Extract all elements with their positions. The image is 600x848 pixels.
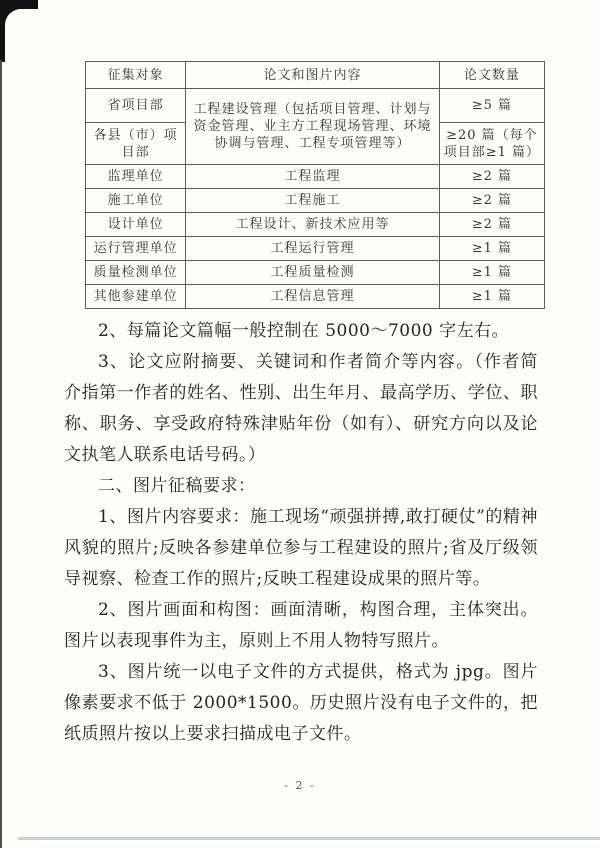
table-cell-quantity: ≥20 篇（每个项目部≥1 篇） (439, 123, 544, 165)
header-paper-quantity: 论文数量 (439, 62, 544, 89)
table-row (86, 189, 545, 213)
paragraph-photo-composition: 2、图片画面和构图：画面清晰，构图合理，主体突出。图片以表现事件为主，原则上不用人物特写照片。 (64, 600, 538, 651)
table-cell-content: 工程运行管理 (186, 237, 440, 261)
scan-artifact-corner-inner (5, 9, 45, 69)
table-row (86, 285, 545, 309)
table-cell-target: 其他参建单位 (86, 285, 186, 309)
table-row (86, 237, 545, 261)
table-header-row (86, 62, 545, 89)
paragraph-paper-abstract: 3、论文应附摘要、关键词和作者简介等内容。（作者简介指第一作者的姓名、性别、出生年月、最高学历、学位、职称、职务、享受政府特殊津贴年份（如有）、研究方向以及论文执笔人联系电话号码。） (64, 352, 538, 465)
table-row (86, 165, 545, 189)
table-cell-target: 质量检测单位 (86, 261, 186, 285)
table-cell-quantity: ≥2 篇 (439, 165, 544, 189)
table-row (86, 89, 545, 123)
document-body-text (64, 316, 538, 750)
table-cell-target: 设计单位 (86, 213, 186, 237)
table-cell-target: 施工单位 (86, 189, 186, 213)
table-cell-target: 运行管理单位 (86, 237, 186, 261)
table-cell-target: 省项目部 (86, 89, 186, 123)
table-cell-quantity: ≥2 篇 (439, 213, 544, 237)
table-cell-merged-content: 工程建设管理（包括项目管理、计划与资金管理、业主方工程现场管理、环境协调与管理、工程专项管理等） (186, 89, 440, 165)
paragraph-paper-length: 2、每篇论文篇幅一般控制在 5000～7000 字左右。 (98, 321, 510, 341)
paragraph-photo-format: 3、图片统一以电子文件的方式提供，格式为 jpg。图片像素要求不低于 2000*1500。历史照片没有电子文件的，把纸质照片按以上要求扫描成电子文件。 (64, 662, 538, 744)
submission-requirements-table (85, 61, 545, 309)
table-cell-quantity: ≥2 篇 (439, 189, 544, 213)
table-cell-content: 工程信息管理 (186, 285, 440, 309)
table-cell-quantity: ≥1 篇 (439, 237, 544, 261)
table-cell-content: 工程设计、新技术应用等 (186, 213, 440, 237)
header-paper-photo-content: 论文和图片内容 (186, 62, 440, 89)
scan-artifact-corner (0, 0, 38, 62)
table-cell-quantity: ≥1 篇 (439, 261, 544, 285)
table-cell-content: 工程监理 (186, 165, 440, 189)
scan-artifact-bottom-line (18, 837, 600, 840)
table-row (86, 261, 545, 285)
paragraph-photo-content: 1、图片内容要求：施工现场“顽强拼搏,敢打硬仗”的精神风貌的照片;反映各参建单位参与工程建设的照片;省及厅级领导视察、检查工作的照片;反映工程建设成果的照片等。 (64, 507, 538, 589)
page-number: - 2 - (284, 779, 316, 792)
section-heading-photo-requirements: 二、图片征稿要求： (98, 476, 256, 496)
header-collection-target: 征集对象 (86, 62, 186, 89)
table-cell-content: 工程施工 (186, 189, 440, 213)
table-cell-quantity: ≥1 篇 (439, 285, 544, 309)
table-cell-content: 工程质量检测 (186, 261, 440, 285)
table-row (86, 213, 545, 237)
table-cell-quantity: ≥5 篇 (439, 89, 544, 123)
table-cell-target: 监理单位 (86, 165, 186, 189)
table-cell-target: 各县（市）项目部 (86, 123, 186, 165)
scan-artifact-left-edge (0, 60, 2, 848)
